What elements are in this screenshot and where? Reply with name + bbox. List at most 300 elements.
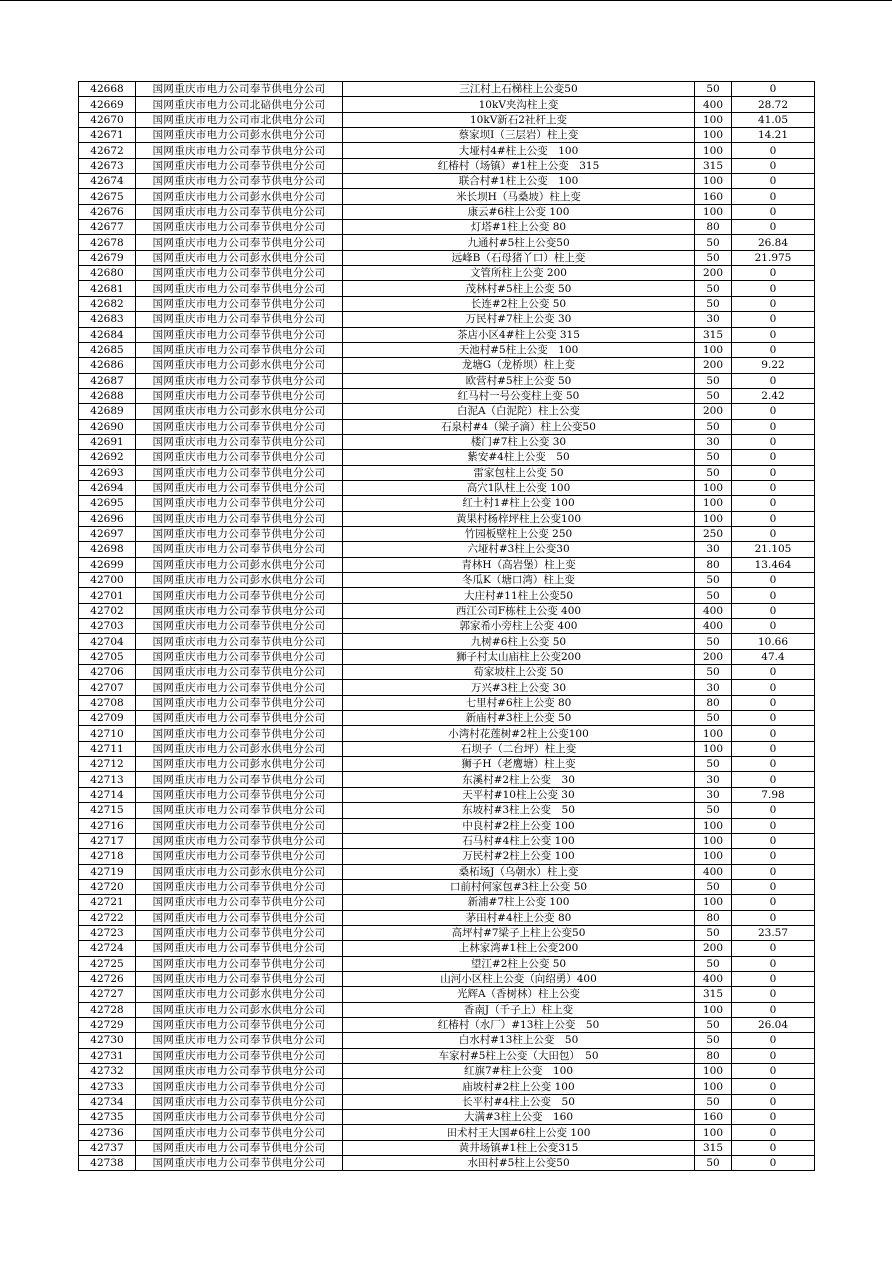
- org-cell: 国网重庆市电力公司奉节供电分公司: [136, 603, 343, 618]
- value-cell: 0: [732, 1002, 815, 1017]
- table-row: [79, 388, 815, 403]
- capacity-cell: 50: [695, 1094, 732, 1109]
- org-cell: 国网重庆市电力公司彭水供电分公司: [136, 358, 343, 373]
- value-cell: 26.84: [732, 235, 815, 250]
- name-cell: 黄果村杨梓坪柱上公变100: [343, 511, 695, 526]
- name-cell: 远峰B（石母猪丫口）柱上变: [343, 250, 695, 265]
- row-id-cell: 42735: [79, 1110, 136, 1125]
- row-id-cell: 42733: [79, 1079, 136, 1094]
- capacity-cell: 100: [695, 1002, 732, 1017]
- row-id-cell: 42737: [79, 1140, 136, 1155]
- capacity-cell: 30: [695, 787, 732, 802]
- org-cell: 国网重庆市电力公司彭水供电分公司: [136, 757, 343, 772]
- org-cell: 国网重庆市电力公司奉节供电分公司: [136, 143, 343, 158]
- capacity-cell: 30: [695, 542, 732, 557]
- value-cell: 0: [732, 189, 815, 204]
- table-row: [79, 526, 815, 541]
- row-id-cell: 42719: [79, 864, 136, 879]
- capacity-cell: 80: [695, 910, 732, 925]
- capacity-cell: 50: [695, 711, 732, 726]
- table-row: [79, 450, 815, 465]
- name-cell: 口前村何家包#3柱上公变 50: [343, 879, 695, 894]
- org-cell: 国网重庆市电力公司奉节供电分公司: [136, 787, 343, 802]
- name-cell: 新浦#7柱上公变 100: [343, 895, 695, 910]
- value-cell: 0: [732, 695, 815, 710]
- row-id-cell: 42678: [79, 235, 136, 250]
- value-cell: 21.105: [732, 542, 815, 557]
- table-row: [79, 588, 815, 603]
- table-row: [79, 895, 815, 910]
- name-cell: 欧营村#5柱上公变 50: [343, 373, 695, 388]
- capacity-cell: 100: [695, 726, 732, 741]
- row-id-cell: 42674: [79, 174, 136, 189]
- name-cell: 大庄村#11柱上公变50: [343, 588, 695, 603]
- capacity-cell: 200: [695, 649, 732, 664]
- table-row: [79, 404, 815, 419]
- capacity-cell: 30: [695, 680, 732, 695]
- value-cell: 0: [732, 450, 815, 465]
- org-cell: 国网重庆市电力公司奉节供电分公司: [136, 158, 343, 173]
- name-cell: 龙塘G（龙桥坝）柱上变: [343, 358, 695, 373]
- name-cell: 狮子村太山庙柱上公变200: [343, 649, 695, 664]
- name-cell: 联合村#1柱上公变 100: [343, 174, 695, 189]
- capacity-cell: 80: [695, 220, 732, 235]
- org-cell: 国网重庆市电力公司奉节供电分公司: [136, 925, 343, 940]
- value-cell: 0: [732, 711, 815, 726]
- capacity-cell: 50: [695, 373, 732, 388]
- name-cell: 10kV新石2社杆上变: [343, 112, 695, 127]
- name-cell: 茶店小区4#柱上公变 315: [343, 327, 695, 342]
- table-row: [79, 864, 815, 879]
- table-row: [79, 649, 815, 664]
- value-cell: 0: [732, 588, 815, 603]
- capacity-cell: 400: [695, 971, 732, 986]
- table-row: [79, 741, 815, 756]
- capacity-cell: 315: [695, 327, 732, 342]
- name-cell: 新庙村#3柱上公变 50: [343, 711, 695, 726]
- capacity-cell: 100: [695, 511, 732, 526]
- org-cell: 国网重庆市电力公司奉节供电分公司: [136, 496, 343, 511]
- value-cell: 0: [732, 833, 815, 848]
- name-cell: 10kV夹沟柱上变: [343, 97, 695, 112]
- table-row: [79, 358, 815, 373]
- row-id-cell: 42700: [79, 573, 136, 588]
- org-cell: 国网重庆市电力公司奉节供电分公司: [136, 1079, 343, 1094]
- row-id-cell: 42676: [79, 204, 136, 219]
- table-row: [79, 327, 815, 342]
- value-cell: 0: [732, 174, 815, 189]
- value-cell: 0: [732, 1125, 815, 1140]
- table-row: [79, 342, 815, 357]
- table-row: [79, 941, 815, 956]
- table-row: [79, 1017, 815, 1032]
- name-cell: 茂林村#5柱上公变 50: [343, 281, 695, 296]
- row-id-cell: 42731: [79, 1048, 136, 1063]
- org-cell: 国网重庆市电力公司奉节供电分公司: [136, 465, 343, 480]
- row-id-cell: 42689: [79, 404, 136, 419]
- capacity-cell: 50: [695, 1017, 732, 1032]
- org-cell: 国网重庆市电力公司奉节供电分公司: [136, 665, 343, 680]
- org-cell: 国网重庆市电力公司彭水供电分公司: [136, 573, 343, 588]
- org-cell: 国网重庆市电力公司奉节供电分公司: [136, 1094, 343, 1109]
- capacity-cell: 160: [695, 1110, 732, 1125]
- row-id-cell: 42693: [79, 465, 136, 480]
- name-cell: 东溪村#2柱上公变 30: [343, 772, 695, 787]
- value-cell: 0: [732, 772, 815, 787]
- org-cell: 国网重庆市电力公司奉节供电分公司: [136, 511, 343, 526]
- table-row: [79, 419, 815, 434]
- value-cell: 0: [732, 741, 815, 756]
- table-row: [79, 1048, 815, 1063]
- org-cell: 国网重庆市电力公司奉节供电分公司: [136, 1064, 343, 1079]
- table-row: [79, 1094, 815, 1109]
- name-cell: 山河小区柱上公变（向绍勇）400: [343, 971, 695, 986]
- table-row: [79, 634, 815, 649]
- row-id-cell: 42711: [79, 741, 136, 756]
- row-id-cell: 42708: [79, 695, 136, 710]
- table-row: [79, 1125, 815, 1140]
- table-row: [79, 695, 815, 710]
- capacity-cell: 100: [695, 112, 732, 127]
- table-row: [79, 849, 815, 864]
- row-id-cell: 42723: [79, 925, 136, 940]
- value-cell: 0: [732, 327, 815, 342]
- value-cell: 0: [732, 266, 815, 281]
- capacity-cell: 50: [695, 419, 732, 434]
- capacity-cell: 100: [695, 143, 732, 158]
- row-id-cell: 42728: [79, 1002, 136, 1017]
- table-row: [79, 1156, 815, 1171]
- name-cell: 狮子H（老鹰塘）柱上变: [343, 757, 695, 772]
- capacity-cell: 100: [695, 741, 732, 756]
- org-cell: 国网重庆市电力公司奉节供电分公司: [136, 971, 343, 986]
- org-cell: 国网重庆市电力公司奉节供电分公司: [136, 419, 343, 434]
- value-cell: 14.21: [732, 128, 815, 143]
- value-cell: 0: [732, 603, 815, 618]
- value-cell: 0: [732, 1094, 815, 1109]
- org-cell: 国网重庆市电力公司奉节供电分公司: [136, 1140, 343, 1155]
- row-id-cell: 42675: [79, 189, 136, 204]
- table-body: [79, 82, 815, 1171]
- row-id-cell: 42686: [79, 358, 136, 373]
- row-id-cell: 42724: [79, 941, 136, 956]
- table-row: [79, 1110, 815, 1125]
- row-id-cell: 42680: [79, 266, 136, 281]
- name-cell: 红旗7#柱上公变 100: [343, 1064, 695, 1079]
- capacity-cell: 50: [695, 803, 732, 818]
- name-cell: 红椿村（水厂）#13柱上公变 50: [343, 1017, 695, 1032]
- value-cell: 0: [732, 803, 815, 818]
- capacity-cell: 100: [695, 480, 732, 495]
- row-id-cell: 42727: [79, 987, 136, 1002]
- value-cell: 0: [732, 419, 815, 434]
- org-cell: 国网重庆市电力公司彭水供电分公司: [136, 1002, 343, 1017]
- table-row: [79, 1033, 815, 1048]
- name-cell: 郭家希小旁柱上公变 400: [343, 619, 695, 634]
- value-cell: 0: [732, 879, 815, 894]
- table-row: [79, 711, 815, 726]
- capacity-cell: 400: [695, 97, 732, 112]
- name-cell: 冬瓜K（塘口湾）柱上变: [343, 573, 695, 588]
- org-cell: 国网重庆市电力公司奉节供电分公司: [136, 895, 343, 910]
- row-id-cell: 42682: [79, 296, 136, 311]
- name-cell: 西江公司F栋柱上公变 400: [343, 603, 695, 618]
- value-cell: 23.57: [732, 925, 815, 940]
- name-cell: 雷家包柱上公变 50: [343, 465, 695, 480]
- row-id-cell: 42738: [79, 1156, 136, 1171]
- row-id-cell: 42698: [79, 542, 136, 557]
- row-id-cell: 42722: [79, 910, 136, 925]
- capacity-cell: 80: [695, 1048, 732, 1063]
- value-cell: 0: [732, 987, 815, 1002]
- row-id-cell: 42684: [79, 327, 136, 342]
- capacity-cell: 50: [695, 925, 732, 940]
- capacity-cell: 30: [695, 312, 732, 327]
- capacity-cell: 100: [695, 833, 732, 848]
- org-cell: 国网重庆市电力公司奉节供电分公司: [136, 803, 343, 818]
- row-id-cell: 42726: [79, 971, 136, 986]
- capacity-cell: 50: [695, 250, 732, 265]
- capacity-cell: 50: [695, 1033, 732, 1048]
- capacity-cell: 100: [695, 496, 732, 511]
- value-cell: 0: [732, 1079, 815, 1094]
- table-row: [79, 987, 815, 1002]
- value-cell: 0: [732, 373, 815, 388]
- value-cell: 0: [732, 757, 815, 772]
- row-id-cell: 42704: [79, 634, 136, 649]
- value-cell: 0: [732, 910, 815, 925]
- name-cell: 庙坡村#2柱上公变 100: [343, 1079, 695, 1094]
- capacity-cell: 315: [695, 987, 732, 1002]
- table-row: [79, 128, 815, 143]
- capacity-cell: 50: [695, 82, 732, 97]
- table-row: [79, 573, 815, 588]
- table-row: [79, 296, 815, 311]
- table-row: [79, 480, 815, 495]
- row-id-cell: 42730: [79, 1033, 136, 1048]
- value-cell: 0: [732, 511, 815, 526]
- table-row: [79, 772, 815, 787]
- row-id-cell: 42705: [79, 649, 136, 664]
- name-cell: 荀家坡柱上公变 50: [343, 665, 695, 680]
- org-cell: 国网重庆市电力公司奉节供电分公司: [136, 818, 343, 833]
- capacity-cell: 100: [695, 1064, 732, 1079]
- row-id-cell: 42694: [79, 480, 136, 495]
- name-cell: 桑柘场J（乌朝水）柱上变: [343, 864, 695, 879]
- org-cell: 国网重庆市电力公司奉节供电分公司: [136, 695, 343, 710]
- value-cell: 0: [732, 204, 815, 219]
- value-cell: 0: [732, 281, 815, 296]
- table-row: [79, 619, 815, 634]
- table-row: [79, 680, 815, 695]
- capacity-cell: 200: [695, 358, 732, 373]
- table-row: [79, 158, 815, 173]
- value-cell: 0: [732, 573, 815, 588]
- value-cell: 0: [732, 526, 815, 541]
- value-cell: 0: [732, 404, 815, 419]
- row-id-cell: 42681: [79, 281, 136, 296]
- value-cell: 0: [732, 312, 815, 327]
- table-row: [79, 204, 815, 219]
- name-cell: 三江村上石梯柱上公变50: [343, 82, 695, 97]
- table-row: [79, 557, 815, 572]
- capacity-cell: 50: [695, 634, 732, 649]
- capacity-cell: 50: [695, 296, 732, 311]
- row-id-cell: 42692: [79, 450, 136, 465]
- name-cell: 万民村#2柱上公变 100: [343, 849, 695, 864]
- row-id-cell: 42707: [79, 680, 136, 695]
- row-id-cell: 42725: [79, 956, 136, 971]
- row-id-cell: 42709: [79, 711, 136, 726]
- value-cell: 0: [732, 726, 815, 741]
- org-cell: 国网重庆市电力公司彭水供电分公司: [136, 128, 343, 143]
- row-id-cell: 42668: [79, 82, 136, 97]
- table-row: [79, 818, 815, 833]
- value-cell: 0: [732, 1110, 815, 1125]
- value-cell: 0: [732, 849, 815, 864]
- org-cell: 国网重庆市电力公司奉节供电分公司: [136, 680, 343, 695]
- name-cell: 长平村#4柱上公变 50: [343, 1094, 695, 1109]
- org-cell: 国网重庆市电力公司奉节供电分公司: [136, 542, 343, 557]
- capacity-cell: 160: [695, 189, 732, 204]
- row-id-cell: 42687: [79, 373, 136, 388]
- value-cell: 47.4: [732, 649, 815, 664]
- org-cell: 国网重庆市电力公司奉节供电分公司: [136, 204, 343, 219]
- org-cell: 国网重庆市电力公司奉节供电分公司: [136, 634, 343, 649]
- capacity-cell: 200: [695, 266, 732, 281]
- capacity-cell: 50: [695, 281, 732, 296]
- capacity-cell: 400: [695, 864, 732, 879]
- name-cell: 七里村#6柱上公变 80: [343, 695, 695, 710]
- org-cell: 国网重庆市电力公司奉节供电分公司: [136, 588, 343, 603]
- name-cell: 长连#2柱上公变 50: [343, 296, 695, 311]
- capacity-cell: 50: [695, 879, 732, 894]
- table-row: [79, 235, 815, 250]
- value-cell: 0: [732, 1156, 815, 1171]
- org-cell: 国网重庆市电力公司奉节供电分公司: [136, 174, 343, 189]
- value-cell: 0: [732, 680, 815, 695]
- table-row: [79, 220, 815, 235]
- name-cell: 米长坝H（马桑坡）柱上变: [343, 189, 695, 204]
- value-cell: 0: [732, 864, 815, 879]
- value-cell: 0: [732, 220, 815, 235]
- org-cell: 国网重庆市电力公司奉节供电分公司: [136, 450, 343, 465]
- row-id-cell: 42714: [79, 787, 136, 802]
- row-id-cell: 42720: [79, 879, 136, 894]
- table-row: [79, 879, 815, 894]
- table-row: [79, 312, 815, 327]
- row-id-cell: 42670: [79, 112, 136, 127]
- name-cell: 水田村#5柱上公变50: [343, 1156, 695, 1171]
- org-cell: 国网重庆市电力公司奉节供电分公司: [136, 220, 343, 235]
- row-id-cell: 42701: [79, 588, 136, 603]
- table-row: [79, 1140, 815, 1155]
- name-cell: 白泥A（白泥陀）柱上公变: [343, 404, 695, 419]
- row-id-cell: 42712: [79, 757, 136, 772]
- table-row: [79, 787, 815, 802]
- capacity-cell: 100: [695, 174, 732, 189]
- name-cell: 白水村#13柱上公变 50: [343, 1033, 695, 1048]
- capacity-cell: 50: [695, 450, 732, 465]
- table-row: [79, 266, 815, 281]
- name-cell: 光辉A（香树林）柱上公变: [343, 987, 695, 1002]
- row-id-cell: 42716: [79, 818, 136, 833]
- table-row: [79, 434, 815, 449]
- value-cell: 0: [732, 480, 815, 495]
- name-cell: 大垭村4#柱上公变 100: [343, 143, 695, 158]
- table-row: [79, 496, 815, 511]
- org-cell: 国网重庆市电力公司奉节供电分公司: [136, 434, 343, 449]
- capacity-cell: 30: [695, 434, 732, 449]
- row-id-cell: 42672: [79, 143, 136, 158]
- org-cell: 国网重庆市电力公司奉节供电分公司: [136, 342, 343, 357]
- capacity-cell: 400: [695, 619, 732, 634]
- row-id-cell: 42697: [79, 526, 136, 541]
- value-cell: 0: [732, 296, 815, 311]
- name-cell: 文管所柱上公变 200: [343, 266, 695, 281]
- value-cell: 21.975: [732, 250, 815, 265]
- name-cell: 车家村#5柱上公变（大田包） 50: [343, 1048, 695, 1063]
- name-cell: 天池村#5柱上公变 100: [343, 342, 695, 357]
- org-cell: 国网重庆市电力公司奉节供电分公司: [136, 1017, 343, 1032]
- row-id-cell: 42732: [79, 1064, 136, 1079]
- row-id-cell: 42736: [79, 1125, 136, 1140]
- name-cell: 青林H（高岩堡）柱上变: [343, 557, 695, 572]
- top-rule: [0, 0, 892, 1]
- value-cell: 0: [732, 1064, 815, 1079]
- org-cell: 国网重庆市电力公司奉节供电分公司: [136, 281, 343, 296]
- org-cell: 国网重庆市电力公司奉节供电分公司: [136, 526, 343, 541]
- name-cell: 万民村#7柱上公变 30: [343, 312, 695, 327]
- value-cell: 7.98: [732, 787, 815, 802]
- table-row: [79, 174, 815, 189]
- name-cell: 大满#3柱上公变 160: [343, 1110, 695, 1125]
- value-cell: 0: [732, 465, 815, 480]
- capacity-cell: 100: [695, 849, 732, 864]
- name-cell: 蔡家坝I（三层岩）柱上变: [343, 128, 695, 143]
- row-id-cell: 42696: [79, 511, 136, 526]
- org-cell: 国网重庆市电力公司奉节供电分公司: [136, 649, 343, 664]
- table-row: [79, 1064, 815, 1079]
- org-cell: 国网重庆市电力公司奉节供电分公司: [136, 910, 343, 925]
- org-cell: 国网重庆市电力公司奉节供电分公司: [136, 849, 343, 864]
- table-row: [79, 511, 815, 526]
- value-cell: 0: [732, 619, 815, 634]
- name-cell: 高坪村#7梁子上柱上公变50: [343, 925, 695, 940]
- capacity-cell: 200: [695, 404, 732, 419]
- org-cell: 国网重庆市电力公司市北供电分公司: [136, 112, 343, 127]
- org-cell: 国网重庆市电力公司奉节供电分公司: [136, 772, 343, 787]
- org-cell: 国网重庆市电力公司彭水供电分公司: [136, 189, 343, 204]
- row-id-cell: 42721: [79, 895, 136, 910]
- table-row: [79, 1079, 815, 1094]
- row-id-cell: 42710: [79, 726, 136, 741]
- org-cell: 国网重庆市电力公司彭水供电分公司: [136, 864, 343, 879]
- row-id-cell: 42699: [79, 557, 136, 572]
- name-cell: 红椿村（场镇）#1柱上公变 315: [343, 158, 695, 173]
- capacity-cell: 50: [695, 757, 732, 772]
- capacity-cell: 200: [695, 941, 732, 956]
- name-cell: 楼门#7柱上公变 30: [343, 434, 695, 449]
- table-row: [79, 281, 815, 296]
- value-cell: 0: [732, 895, 815, 910]
- org-cell: 国网重庆市电力公司奉节供电分公司: [136, 373, 343, 388]
- row-id-cell: 42702: [79, 603, 136, 618]
- row-id-cell: 42691: [79, 434, 136, 449]
- table-row: [79, 603, 815, 618]
- org-cell: 国网重庆市电力公司奉节供电分公司: [136, 1033, 343, 1048]
- capacity-cell: 100: [695, 1079, 732, 1094]
